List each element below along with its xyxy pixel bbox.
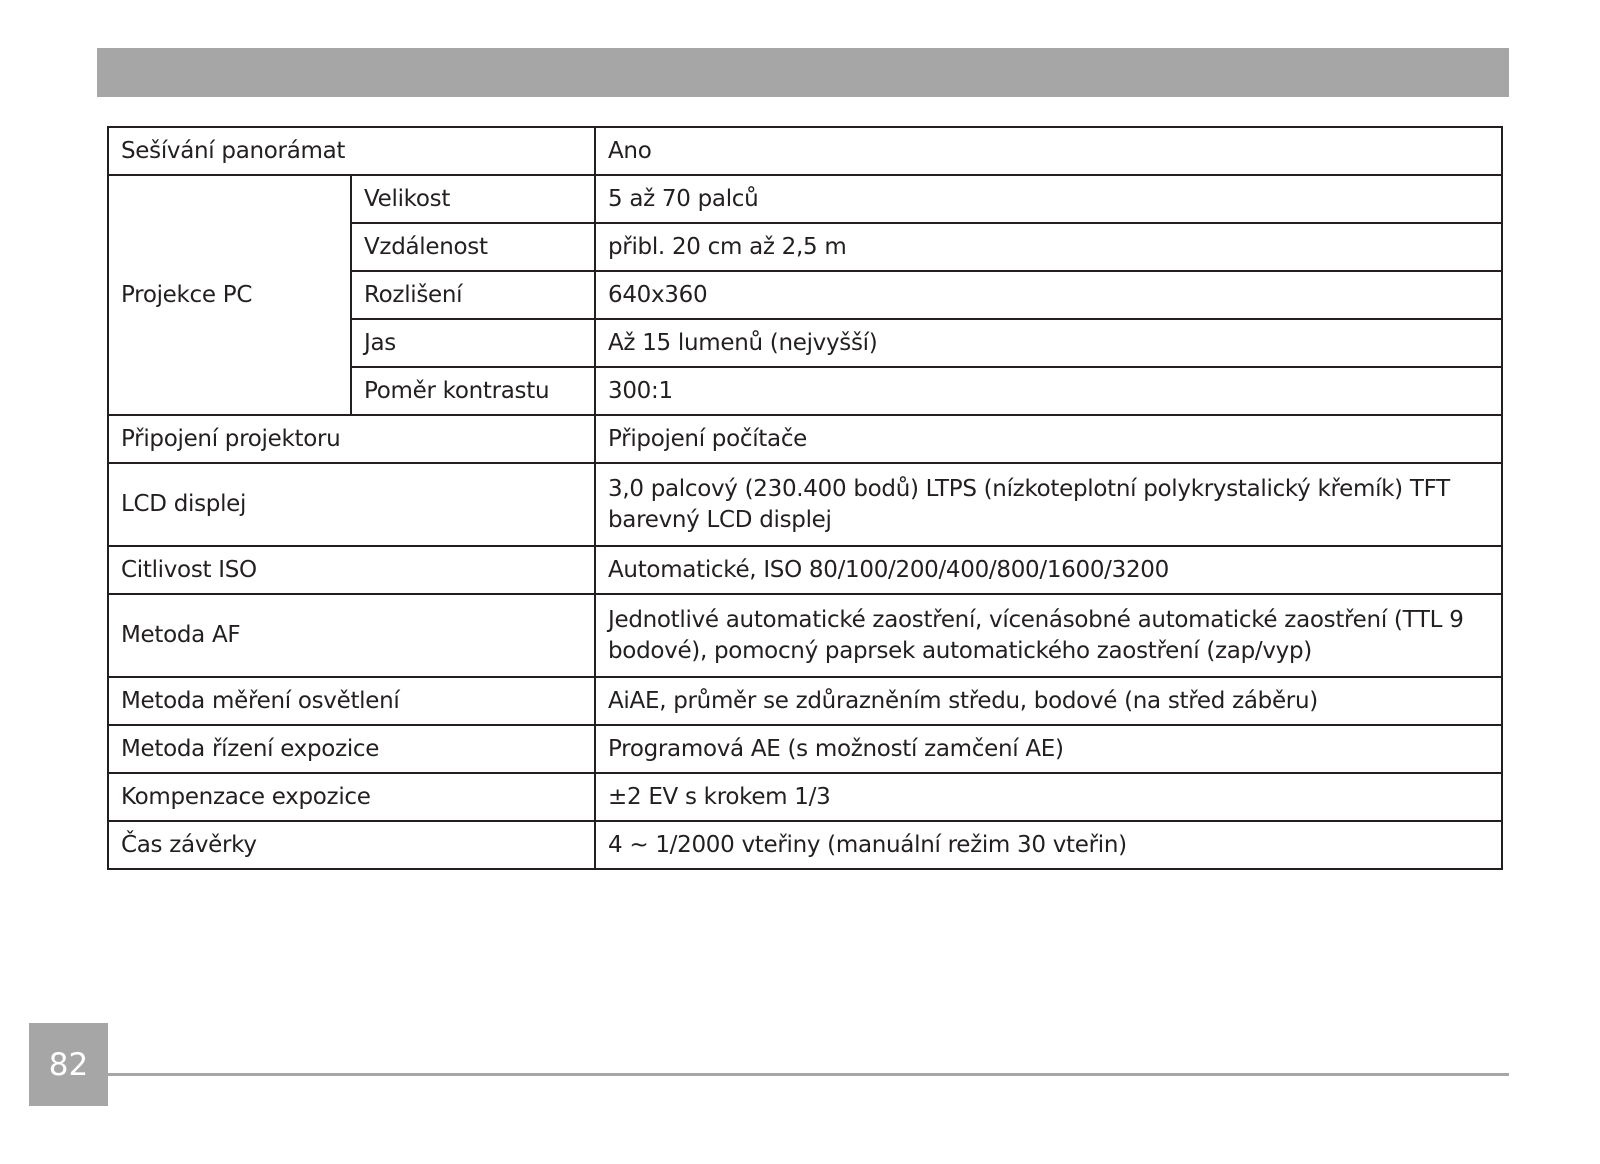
spec-value: přibl. 20 cm až 2,5 m — [595, 223, 1502, 271]
table-row — [108, 415, 1502, 463]
spec-value: 640x360 — [595, 271, 1502, 319]
spec-sublabel: Velikost — [351, 175, 595, 223]
table-row — [108, 677, 1502, 725]
spec-sublabel: Poměr kontrastu — [351, 367, 595, 415]
spec-group-label: Projekce PC — [108, 175, 351, 415]
spec-label: Metoda AF — [108, 594, 595, 677]
table-row — [108, 463, 1502, 546]
spec-value: Jednotlivé automatické zaostření, vícenásobné automatické zaostření (TTL 9 bodové), pomocný paprsek automatického zaostření (zap/vyp) — [595, 594, 1502, 677]
spec-value: Až 15 lumenů (nejvyšší) — [595, 319, 1502, 367]
spec-value: Automatické, ISO 80/100/200/400/800/1600/3200 — [595, 546, 1502, 594]
spec-label: Připojení projektoru — [108, 415, 595, 463]
spec-sublabel: Vzdálenost — [351, 223, 595, 271]
table-row — [108, 594, 1502, 677]
spec-sublabel: Rozlišení — [351, 271, 595, 319]
spec-label: Metoda měření osvětlení — [108, 677, 595, 725]
spec-value: Ano — [595, 127, 1502, 175]
spec-table — [107, 126, 1503, 870]
spec-label: Citlivost ISO — [108, 546, 595, 594]
table-row — [108, 725, 1502, 773]
spec-label: LCD displej — [108, 463, 595, 546]
spec-value: 300:1 — [595, 367, 1502, 415]
spec-value: 5 až 70 palců — [595, 175, 1502, 223]
spec-label: Metoda řízení expozice — [108, 725, 595, 773]
spec-value: 4 ~ 1/2000 vteřiny (manuální režim 30 vteřin) — [595, 821, 1502, 869]
spec-sublabel: Jas — [351, 319, 595, 367]
spec-value: ±2 EV s krokem 1/3 — [595, 773, 1502, 821]
spec-label: Kompenzace expozice — [108, 773, 595, 821]
table-row — [108, 821, 1502, 869]
table-row — [108, 773, 1502, 821]
page-number: 82 — [29, 1023, 108, 1106]
spec-value: Připojení počítače — [595, 415, 1502, 463]
spec-label: Čas závěrky — [108, 821, 595, 869]
spec-label: Sešívání panorámat — [108, 127, 595, 175]
footer-rule — [108, 1073, 1509, 1076]
spec-value: AiAE, průměr se zdůrazněním středu, bodové (na střed záběru) — [595, 677, 1502, 725]
header-bar — [97, 48, 1509, 97]
spec-value: 3,0 palcový (230.400 bodů) LTPS (nízkoteplotní polykrystalický křemík) TFT barevný LCD displej — [595, 463, 1502, 546]
table-row — [108, 175, 1502, 223]
table-row — [108, 546, 1502, 594]
table-row — [108, 127, 1502, 175]
spec-value: Programová AE (s možností zamčení AE) — [595, 725, 1502, 773]
